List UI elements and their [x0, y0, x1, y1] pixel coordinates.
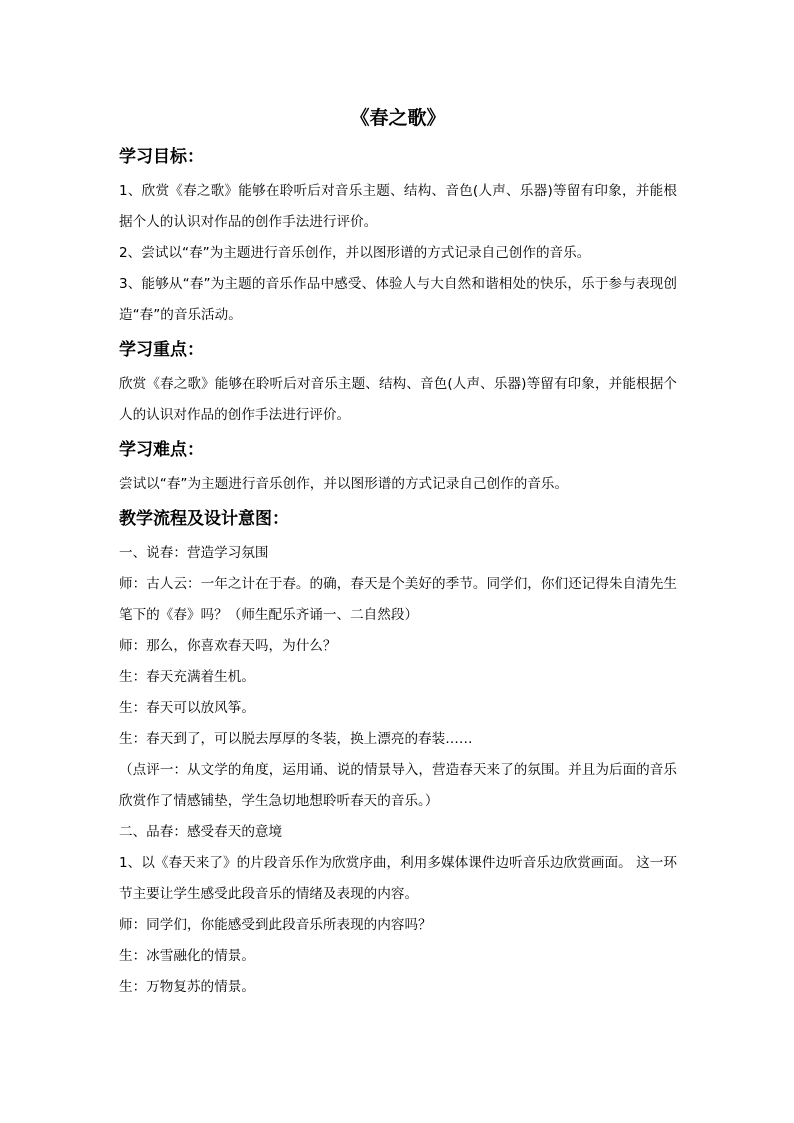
section-heading: 学习重点： — [119, 340, 204, 360]
paragraph: 生：春天可以放风筝。 — [119, 700, 255, 716]
paragraph: 欣赏《春之歌》能够在聆听后对音乐主题、结构、音色(人声、乐器)等留有印象，并能根据个人的认识对作品的创作手法进行评价。 — [119, 376, 677, 423]
section-heading: 学习目标： — [119, 147, 204, 167]
document-title: 《春之歌》 — [350, 107, 446, 129]
section-key-points — [119, 331, 677, 431]
paragraph: 生：春天充满着生机。 — [119, 669, 255, 685]
paragraph: 师：那么，你喜欢春天吗，为什么？ — [119, 638, 337, 654]
section-learning-goals — [119, 138, 677, 331]
paragraph: 生：春天到了，可以脱去厚厚的冬装，换上漂亮的春装…… — [119, 731, 473, 747]
paragraph: 二、品春：感受春天的意境 — [119, 824, 283, 840]
document-page — [119, 98, 677, 1003]
section-heading: 教学流程及设计意图： — [119, 509, 289, 529]
section-difficulties — [119, 431, 677, 500]
paragraph: 师：古人云：一年之计在于春。的确，春天是个美好的季节。同学们，你们还记得朱自清先生笔下的《春》吗？（师生配乐齐诵一、二自然段） — [119, 576, 677, 623]
paragraph: 生：万物复苏的情景。 — [119, 979, 255, 995]
paragraph: 3、能够从“春”为主题的音乐作品中感受、体验人与大自然和谐相处的快乐，乐于参与表现创造“春”的音乐活动。 — [119, 276, 677, 323]
paragraph: 尝试以“春”为主题进行音乐创作，并以图形谱的方式记录自己创作的音乐。 — [119, 476, 569, 492]
paragraph: 1、以《春天来了》的片段音乐作为欣赏序曲，利用多媒体课件边听音乐边欣赏画面。 这一环节主要让学生感受此段音乐的情绪及表现的内容。 — [119, 855, 677, 902]
section-teaching-flow — [119, 500, 677, 1003]
paragraph: 师：同学们，你能感受到此段音乐所表现的内容吗？ — [119, 917, 432, 933]
section-heading: 学习难点： — [119, 440, 204, 460]
paragraph: 1、欣赏《春之歌》能够在聆听后对音乐主题、结构、音色(人声、乐器)等留有印象，并能根据个人的认识对作品的创作手法进行评价。 — [119, 183, 677, 230]
paragraph: 2、尝试以“春”为主题进行音乐创作，并以图形谱的方式记录自己创作的音乐。 — [119, 245, 591, 261]
paragraph: （点评一：从文学的角度，运用诵、说的情景导入，营造春天来了的氛围。并且为后面的音乐欣赏作了情感铺垫，学生急切地想聆听春天的音乐。） — [119, 762, 677, 809]
paragraph: 生：冰雪融化的情景。 — [119, 948, 255, 964]
paragraph: 一、说春：营造学习氛围 — [119, 545, 269, 561]
